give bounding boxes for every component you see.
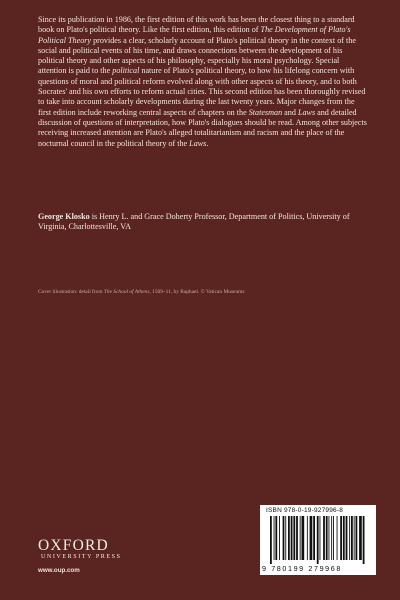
barcode-bar <box>307 516 308 560</box>
barcode-bar <box>329 516 330 560</box>
isbn-label: ISBN 978-0-19-927996-8 <box>266 507 344 514</box>
barcode-bar <box>313 516 315 560</box>
barcode-bar <box>293 516 295 560</box>
barcode-bar <box>270 516 272 564</box>
artwork-title: The School of Athens <box>103 289 150 295</box>
barcode-bar <box>363 516 365 564</box>
barcode-bar <box>317 516 319 564</box>
barcode-bar <box>354 516 355 560</box>
barcode-bar <box>340 516 342 560</box>
barcode-digits: 9 780199 279968 <box>262 564 342 573</box>
logo-oxford: OXFORD <box>38 537 109 554</box>
barcode-bar <box>279 516 280 560</box>
barcode-bar <box>346 516 348 560</box>
description-text: Since its publication in 1986, the first edition of this work has been the closest thing to a standard book on Plato's political theory. Like the first edition, this edition of <box>38 15 355 35</box>
barcode-bar <box>300 516 301 560</box>
barcode-bar <box>349 516 350 560</box>
book-title-italic: The Development of Plato's Political Theory <box>38 25 351 45</box>
description-text: and <box>282 107 298 117</box>
publisher-url: www.oup.com <box>38 567 80 574</box>
barcode-bars <box>260 516 376 564</box>
barcode-bar <box>323 516 325 560</box>
barcode-bar <box>351 516 353 560</box>
barcode-bar <box>333 516 334 560</box>
barcode-bar <box>274 516 275 560</box>
barcode-bar <box>343 516 345 560</box>
emphasis-political: political <box>112 66 140 76</box>
work-title-laws: Laws <box>297 107 316 117</box>
barcode-bar <box>337 516 338 560</box>
description-text: and detailed discussion of questions of interpretation, how Plato's dialogues should be read. Among other subjects receiving increased attention are Plato's alleged totalitarianism and racism and the place of the nocturnal council in the political theory of the <box>38 107 367 148</box>
barcode-bar <box>283 516 285 560</box>
book-description <box>38 15 368 149</box>
work-title-statesman: Statesman <box>248 107 283 117</box>
cover-credit <box>38 289 378 296</box>
description-paragraph <box>38 15 368 149</box>
barcode-bar <box>275 516 277 560</box>
description-text: provides a clear, scholarly account of Plato's political theory in the context of the social and political events of his time, and draws connections between the development of his political theory and other aspects of his philosophy, especially his moral psychology. Special attention is paid to the <box>38 35 356 76</box>
barcode-bar <box>288 516 290 560</box>
barcode-bar <box>291 516 293 560</box>
barcode-bar <box>359 516 362 560</box>
barcode-bar <box>331 516 332 560</box>
barcode-bar <box>285 516 286 560</box>
description-text: . <box>206 138 209 148</box>
barcode-bar <box>320 516 321 560</box>
barcode-bar <box>310 516 313 560</box>
barcode-bar <box>296 516 298 560</box>
barcode-bar <box>326 516 328 560</box>
barcode-bar <box>356 516 358 560</box>
work-title-laws: Laws <box>189 138 207 148</box>
publisher-logo <box>38 538 122 561</box>
author-name: George Klosko <box>38 212 90 221</box>
author-bio <box>38 212 368 233</box>
isbn-barcode <box>260 505 376 575</box>
description-text: nature of Plato's political theory, to how his lifelong concern with questions of moral and political reform evolved along with other aspects of his theory, and to both Socrates' and his own efforts to reform actual cities. This second edition has been thoroughly revised to take into account scholarly developments during the last twenty years. Major changes from the first edition include reworking central aspects of chapters on the <box>38 66 366 117</box>
credit-text: , 1509–11, by Raphael. © Vatican Museums <box>149 289 245 295</box>
barcode-bar <box>302 516 305 560</box>
author-affiliation: is Henry L. and Grace Doherty Professor, Department of Politics, University of Virginia, Charlottesville, VA <box>38 212 350 232</box>
logo-university-press: UNIVERSITY PRESS <box>41 554 122 560</box>
credit-text: Cover illustration: detail from <box>38 289 104 295</box>
